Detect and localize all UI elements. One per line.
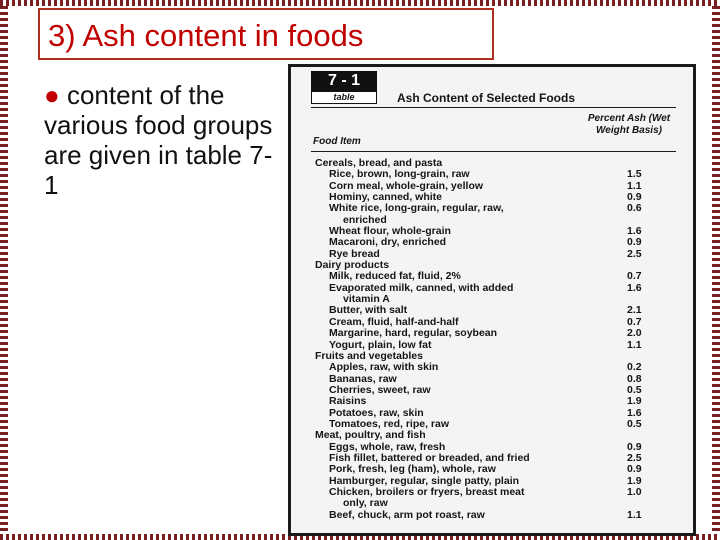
table-row [291, 510, 693, 521]
bullet-dot-icon: ● [44, 80, 60, 110]
percent-ash-value: 0.8 [627, 372, 642, 385]
food-item-label: Meat, poultry, and fish [315, 429, 426, 442]
percent-ash-value: 0.9 [627, 440, 642, 453]
table-number-badge [311, 71, 377, 105]
percent-ash-value: 0.6 [627, 202, 642, 215]
food-item-label: Hominy, canned, white [329, 191, 442, 204]
food-item-label: Cherries, sweet, raw [329, 383, 431, 396]
percent-ash-value: 0.9 [627, 236, 642, 249]
food-item-label: Pork, fresh, leg (ham), whole, raw [329, 463, 496, 476]
food-item-label: vitamin A [343, 293, 390, 306]
table-title: Ash Content of Selected Foods [397, 91, 576, 105]
food-item-label: Milk, reduced fat, fluid, 2% [329, 270, 461, 283]
percent-ash-value: 1.5 [627, 168, 642, 181]
table-row [291, 498, 693, 509]
food-item-label: Bananas, raw [329, 372, 397, 385]
table-badge-word: table [311, 91, 377, 104]
percent-ash-value: 1.6 [627, 281, 642, 294]
food-item-label: Apples, raw, with skin [329, 361, 439, 374]
food-item-label: Cereals, bread, and pasta [315, 157, 443, 169]
table-row [291, 328, 693, 339]
percent-ash-value: 2.1 [627, 304, 642, 317]
percent-ash-value: 1.6 [627, 225, 642, 238]
slide-title: 3) Ash content in foods [38, 8, 494, 60]
food-item-label: Wheat flour, whole-grain [329, 225, 451, 238]
percent-ash-value: 2.5 [627, 247, 642, 260]
food-item-label: Rye bread [329, 247, 380, 260]
percent-ash-value: 1.1 [627, 338, 642, 351]
food-item-label: enriched [343, 213, 387, 226]
food-item-label: Cream, fluid, half-and-half [329, 315, 459, 328]
percent-ash-value: 0.5 [627, 383, 642, 396]
food-item-label: Beef, chuck, arm pot roast, raw [329, 508, 485, 521]
food-item-label: Fruits and vegetables [315, 349, 423, 362]
column-header-percent-ash: Percent Ash (Wet Weight Basis) [587, 113, 671, 136]
right-frame-border [712, 0, 720, 540]
food-item-label: Raisins [329, 395, 367, 408]
percent-ash-value: 0.9 [627, 463, 642, 476]
percent-ash-value: 1.1 [627, 508, 642, 521]
table-row [291, 464, 693, 475]
percent-ash-value: 1.1 [627, 179, 642, 192]
percent-ash-value: 0.5 [627, 417, 642, 430]
food-item-label: Yogurt, plain, low fat [329, 338, 432, 351]
food-item-label: Hamburger, regular, single patty, plain [329, 474, 520, 487]
food-item-label: Rice, brown, long-grain, raw [329, 168, 470, 181]
table-row [291, 396, 693, 407]
table-top-rule [311, 107, 676, 108]
table-number: 7 - 1 [311, 71, 377, 91]
percent-ash-value: 0.9 [627, 191, 642, 204]
percent-ash-value: 0.2 [627, 361, 642, 374]
food-item-label: Margarine, hard, regular, soybean [329, 327, 498, 340]
food-item-label: Potatoes, raw, skin [329, 406, 424, 419]
percent-ash-value: 0.7 [627, 270, 642, 283]
food-item-label: Butter, with salt [329, 304, 408, 317]
table-category-row [291, 430, 693, 441]
header-bottom-rule [311, 151, 676, 152]
food-item-label: Chicken, broilers or fryers, breast meat [329, 485, 525, 498]
percent-ash-value: 1.0 [627, 485, 642, 498]
scanned-table-image [288, 64, 696, 536]
food-item-label: Eggs, whole, raw, fresh [329, 440, 446, 453]
food-item-label: Corn meal, whole-grain, yellow [329, 179, 484, 192]
column-header-food-item: Food Item [313, 136, 361, 147]
food-item-label: Evaporated milk, canned, with added [329, 281, 514, 294]
bullet-paragraph [44, 80, 284, 200]
percent-ash-value: 1.9 [627, 474, 642, 487]
food-item-label: Dairy products [315, 259, 390, 272]
bullet-text: content of the various food groups are given in table 7-1 [44, 80, 273, 200]
percent-ash-value: 2.0 [627, 327, 642, 340]
food-item-label: Macaroni, dry, enriched [329, 236, 447, 249]
left-frame-border [0, 0, 8, 540]
table-row [291, 362, 693, 373]
percent-ash-value: 2.5 [627, 451, 642, 464]
percent-ash-value: 1.9 [627, 395, 642, 408]
percent-ash-value: 0.7 [627, 315, 642, 328]
table-body [291, 158, 693, 521]
food-item-label: White rice, long-grain, regular, raw, [329, 202, 504, 215]
top-frame-border [0, 0, 720, 6]
food-item-label: Fish fillet, battered or breaded, and fried [329, 451, 530, 464]
percent-ash-value: 1.6 [627, 406, 642, 419]
food-item-label: only, raw [343, 497, 388, 510]
table-row [291, 169, 693, 180]
food-item-label: Tomatoes, red, ripe, raw [329, 417, 450, 430]
